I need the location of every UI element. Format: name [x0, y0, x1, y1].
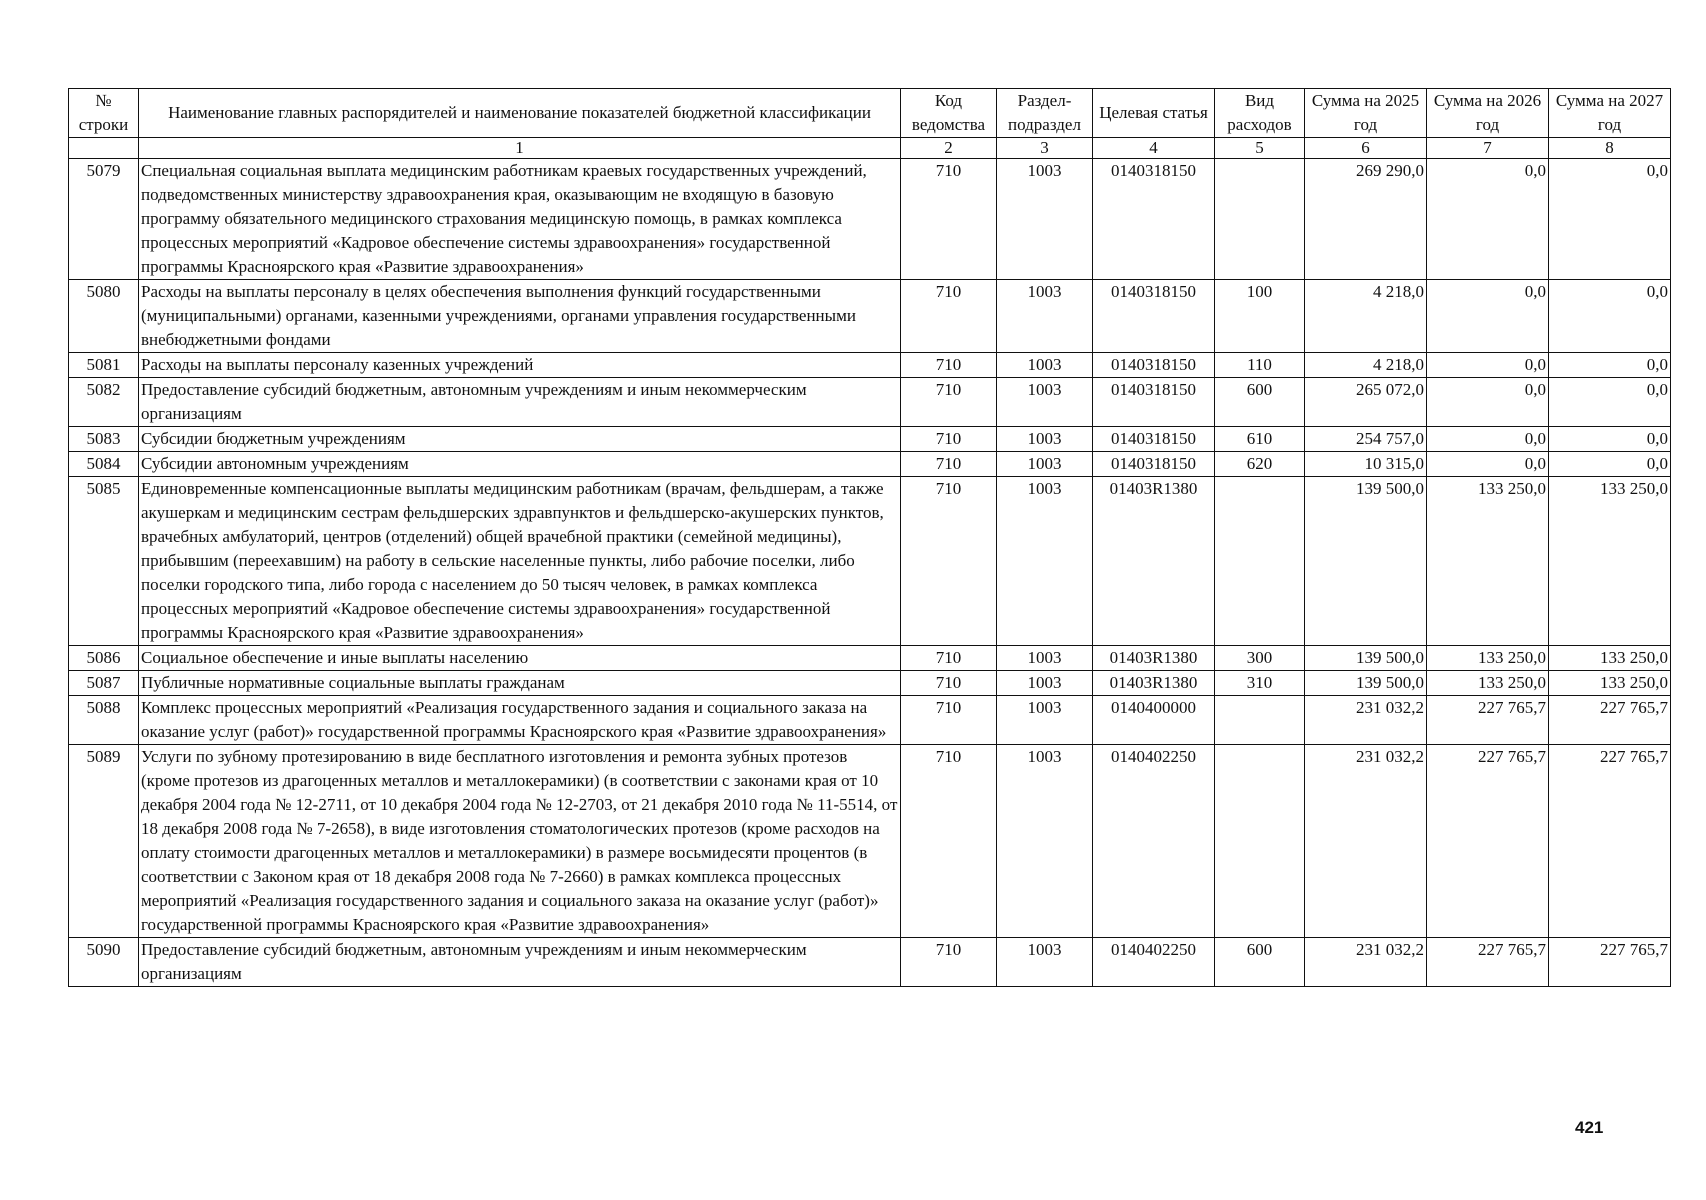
- row-sum-2026: 227 765,7: [1427, 745, 1549, 938]
- table-header-row: [69, 89, 1671, 138]
- row-expense-type: [1215, 159, 1305, 280]
- row-dept-code: 710: [901, 452, 997, 477]
- row-expense-type: 100: [1215, 280, 1305, 353]
- row-sum-2026: 0,0: [1427, 353, 1549, 378]
- column-number: 7: [1427, 138, 1549, 159]
- row-sum-2025: 254 757,0: [1305, 427, 1427, 452]
- row-number: 5086: [69, 646, 139, 671]
- row-sum-2026: 133 250,0: [1427, 671, 1549, 696]
- header-name: Наименование главных распорядителей и наименование показателей бюджетной классификации: [139, 89, 901, 138]
- row-section: 1003: [997, 378, 1093, 427]
- row-target-item: 01403R1380: [1093, 477, 1215, 646]
- row-number: 5081: [69, 353, 139, 378]
- header-row-no: № строки: [69, 89, 139, 138]
- budget-table: [68, 88, 1671, 987]
- row-sum-2026: 0,0: [1427, 280, 1549, 353]
- row-sum-2027: 133 250,0: [1549, 477, 1671, 646]
- table-row: [69, 378, 1671, 427]
- row-sum-2025: 4 218,0: [1305, 280, 1427, 353]
- header-expense-type: Вид расходов: [1215, 89, 1305, 138]
- row-target-item: 01403R1380: [1093, 646, 1215, 671]
- row-name: Единовременные компенсационные выплаты медицинским работникам (врачам, фельдшерам, а также акушеркам и медицинским сестрам фельдшерских здравпунктов и фельдшерско-акушерских пунктов, врачебных амбулаторий, центров (отделений) общей врачебной практики (семейной медицины), прибывшим (переехавшим) на работу в сельские населенные пункты, либо рабочие поселки, либо поселки городского типа, либо города с населением до 50 тысяч человек, в рамках комплекса процессных мероприятий «Кадровое обеспечение системы здравоохранения» государственной программы Красноярского края «Развитие здравоохранения»: [139, 477, 901, 646]
- row-sum-2025: 231 032,2: [1305, 696, 1427, 745]
- table-row: [69, 646, 1671, 671]
- row-sum-2026: 0,0: [1427, 378, 1549, 427]
- row-expense-type: 300: [1215, 646, 1305, 671]
- row-sum-2027: 0,0: [1549, 427, 1671, 452]
- row-target-item: 0140318150: [1093, 427, 1215, 452]
- row-number: 5080: [69, 280, 139, 353]
- row-dept-code: 710: [901, 353, 997, 378]
- row-sum-2027: 133 250,0: [1549, 646, 1671, 671]
- table-row: [69, 280, 1671, 353]
- row-dept-code: 710: [901, 745, 997, 938]
- row-dept-code: 710: [901, 646, 997, 671]
- row-sum-2025: 269 290,0: [1305, 159, 1427, 280]
- row-expense-type: 600: [1215, 378, 1305, 427]
- row-expense-type: [1215, 745, 1305, 938]
- row-name: Услуги по зубному протезированию в виде бесплатного изготовления и ремонта зубных протезов (кроме протезов из драгоценных металлов и металлокерамики) (в соответствии с законами края от 10 декабря 2004 года № 12-2711, от 10 декабря 2004 года № 12-2703, от 21 декабря 2010 года № 11-5514, от 18 декабря 2008 года № 7-2658), в виде изготовления стоматологических протезов (кроме расходов на оплату стоимости драгоценных металлов и металлокерамики) в размере восьмидесяти процентов (в соответствии с Законом края от 18 декабря 2008 года № 7-2660) в рамках комплекса процессных мероприятий «Реализация государственного задания и социального заказа на оказание услуг (работ)» государственной программы Красноярского края «Развитие здравоохранения»: [139, 745, 901, 938]
- row-expense-type: 310: [1215, 671, 1305, 696]
- row-expense-type: 600: [1215, 938, 1305, 987]
- row-name: Субсидии бюджетным учреждениям: [139, 427, 901, 452]
- row-target-item: 0140402250: [1093, 938, 1215, 987]
- row-number: 5082: [69, 378, 139, 427]
- row-number: 5084: [69, 452, 139, 477]
- page-number: 421: [1575, 1118, 1604, 1137]
- row-number: 5089: [69, 745, 139, 938]
- row-dept-code: 710: [901, 696, 997, 745]
- row-sum-2025: 10 315,0: [1305, 452, 1427, 477]
- row-name: Специальная социальная выплата медицинским работникам краевых государственных учреждений, подведомственных министерству здравоохранения края, оказывающим не входящую в базовую программу обязательного медицинского страхования медицинскую помощь, в рамках комплекса процессных мероприятий «Кадровое обеспечение системы здравоохранения» государственной программы Красноярского края «Развитие здравоохранения»: [139, 159, 901, 280]
- column-number-blank: [69, 138, 139, 159]
- table-row: [69, 353, 1671, 378]
- row-expense-type: [1215, 696, 1305, 745]
- row-dept-code: 710: [901, 378, 997, 427]
- row-dept-code: 710: [901, 159, 997, 280]
- row-sum-2025: 231 032,2: [1305, 938, 1427, 987]
- table-row: [69, 696, 1671, 745]
- row-target-item: 0140318150: [1093, 452, 1215, 477]
- header-sum-2026: Сумма на 2026 год: [1427, 89, 1549, 138]
- header-target-item: Целевая статья: [1093, 89, 1215, 138]
- row-sum-2025: 265 072,0: [1305, 378, 1427, 427]
- row-number: 5083: [69, 427, 139, 452]
- row-expense-type: [1215, 477, 1305, 646]
- row-sum-2027: 227 765,7: [1549, 696, 1671, 745]
- table-row: [69, 938, 1671, 987]
- header-dept-code: Код ведомства: [901, 89, 997, 138]
- row-sum-2025: 139 500,0: [1305, 646, 1427, 671]
- row-section: 1003: [997, 353, 1093, 378]
- column-numbers-row: [69, 138, 1671, 159]
- row-name: Расходы на выплаты персоналу казенных учреждений: [139, 353, 901, 378]
- row-section: 1003: [997, 427, 1093, 452]
- table-row: [69, 477, 1671, 646]
- row-sum-2025: 139 500,0: [1305, 477, 1427, 646]
- row-sum-2027: 0,0: [1549, 452, 1671, 477]
- row-section: 1003: [997, 671, 1093, 696]
- row-number: 5079: [69, 159, 139, 280]
- row-dept-code: 710: [901, 671, 997, 696]
- row-expense-type: 110: [1215, 353, 1305, 378]
- row-sum-2027: 0,0: [1549, 280, 1671, 353]
- row-name: Предоставление субсидий бюджетным, автономным учреждениям и иным некоммерческим организациям: [139, 378, 901, 427]
- row-name: Социальное обеспечение и иные выплаты населению: [139, 646, 901, 671]
- row-sum-2026: 227 765,7: [1427, 938, 1549, 987]
- table-row: [69, 452, 1671, 477]
- row-section: 1003: [997, 745, 1093, 938]
- column-number: 3: [997, 138, 1093, 159]
- row-number: 5090: [69, 938, 139, 987]
- row-name: Субсидии автономным учреждениям: [139, 452, 901, 477]
- row-sum-2027: 227 765,7: [1549, 938, 1671, 987]
- column-number: 8: [1549, 138, 1671, 159]
- row-section: 1003: [997, 452, 1093, 477]
- row-sum-2026: 227 765,7: [1427, 696, 1549, 745]
- row-section: 1003: [997, 696, 1093, 745]
- row-target-item: 0140400000: [1093, 696, 1215, 745]
- row-target-item: 0140318150: [1093, 159, 1215, 280]
- row-target-item: 0140318150: [1093, 280, 1215, 353]
- row-name: Публичные нормативные социальные выплаты гражданам: [139, 671, 901, 696]
- row-expense-type: 620: [1215, 452, 1305, 477]
- row-sum-2026: 133 250,0: [1427, 646, 1549, 671]
- table-row: [69, 745, 1671, 938]
- row-dept-code: 710: [901, 427, 997, 452]
- row-sum-2026: 133 250,0: [1427, 477, 1549, 646]
- row-section: 1003: [997, 477, 1093, 646]
- row-dept-code: 710: [901, 280, 997, 353]
- row-sum-2027: 0,0: [1549, 378, 1671, 427]
- row-expense-type: 610: [1215, 427, 1305, 452]
- row-sum-2025: 4 218,0: [1305, 353, 1427, 378]
- row-target-item: 01403R1380: [1093, 671, 1215, 696]
- row-sum-2027: 133 250,0: [1549, 671, 1671, 696]
- row-name: Предоставление субсидий бюджетным, автономным учреждениям и иным некоммерческим организациям: [139, 938, 901, 987]
- row-dept-code: 710: [901, 938, 997, 987]
- row-section: 1003: [997, 938, 1093, 987]
- row-number: 5087: [69, 671, 139, 696]
- row-section: 1003: [997, 646, 1093, 671]
- column-number: 4: [1093, 138, 1215, 159]
- header-sum-2027: Сумма на 2027 год: [1549, 89, 1671, 138]
- row-target-item: 0140318150: [1093, 353, 1215, 378]
- row-name: Расходы на выплаты персоналу в целях обеспечения выполнения функций государственными (муниципальными) органами, казенными учреждениями, органами управления государственными внебюджетными фондами: [139, 280, 901, 353]
- header-section: Раздел-подраздел: [997, 89, 1093, 138]
- column-number: 2: [901, 138, 997, 159]
- row-number: 5088: [69, 696, 139, 745]
- header-sum-2025: Сумма на 2025 год: [1305, 89, 1427, 138]
- table-row: [69, 427, 1671, 452]
- row-sum-2027: 0,0: [1549, 353, 1671, 378]
- table-row: [69, 671, 1671, 696]
- row-target-item: 0140402250: [1093, 745, 1215, 938]
- row-sum-2026: 0,0: [1427, 427, 1549, 452]
- row-sum-2026: 0,0: [1427, 452, 1549, 477]
- column-number: 5: [1215, 138, 1305, 159]
- row-section: 1003: [997, 159, 1093, 280]
- row-sum-2025: 139 500,0: [1305, 671, 1427, 696]
- column-number: 1: [139, 138, 901, 159]
- row-sum-2027: 227 765,7: [1549, 745, 1671, 938]
- row-target-item: 0140318150: [1093, 378, 1215, 427]
- row-sum-2025: 231 032,2: [1305, 745, 1427, 938]
- row-number: 5085: [69, 477, 139, 646]
- column-number: 6: [1305, 138, 1427, 159]
- row-sum-2026: 0,0: [1427, 159, 1549, 280]
- row-section: 1003: [997, 280, 1093, 353]
- row-dept-code: 710: [901, 477, 997, 646]
- table-row: [69, 159, 1671, 280]
- row-sum-2027: 0,0: [1549, 159, 1671, 280]
- row-name: Комплекс процессных мероприятий «Реализация государственного задания и социального заказа на оказание услуг (работ)» государственной программы Красноярского края «Развитие здравоохранения»: [139, 696, 901, 745]
